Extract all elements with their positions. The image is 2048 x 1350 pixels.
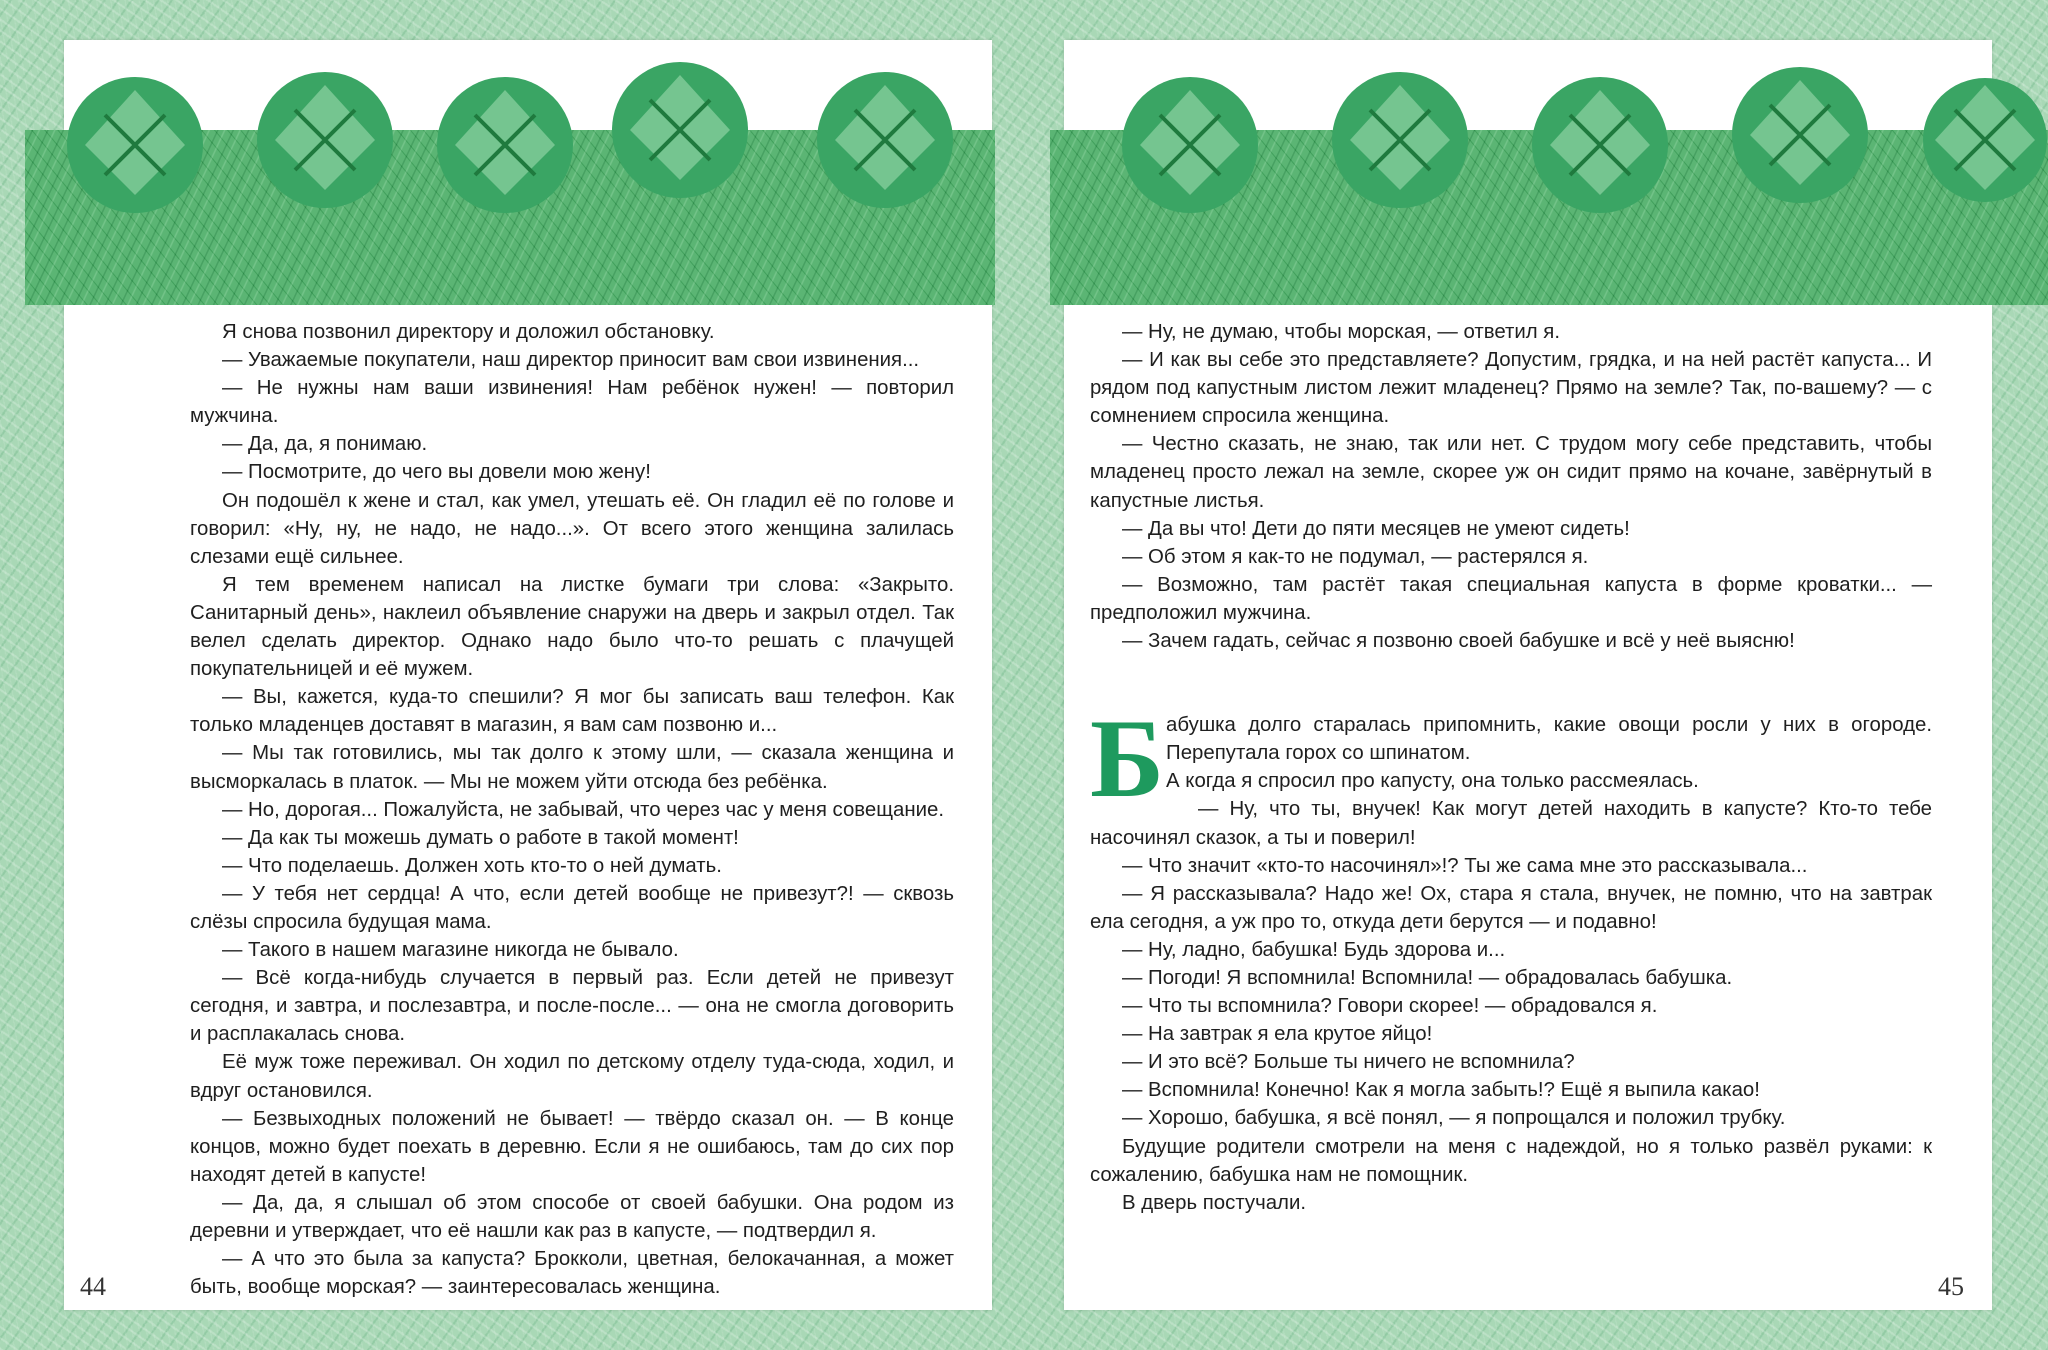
cabbage-icon <box>1122 77 1258 213</box>
cabbage-icon <box>67 77 203 213</box>
paragraph: — Вспомнила! Конечно! Как я могла забыть!? Ещё я выпила какао! <box>1122 1079 1760 1102</box>
paragraph: — Да, да, я понимаю. <box>222 433 428 456</box>
dropcap-paragraph-text: абушка долго старалась припомнить, какие овощи росли у них в огороде. Перепутала горох со шпинатом. <box>1166 714 1932 765</box>
paragraph: — Такого в нашем магазине никогда не бывало. <box>222 939 679 962</box>
cabbage-icon <box>257 72 393 208</box>
paragraph: — Но, дорогая... Пожалуйста, не забывай, что через час у меня совещание. <box>222 798 945 821</box>
paragraph: — Не нужны нам ваши извинения! Нам ребёнок нужен! — повторил мужчина. <box>190 377 954 428</box>
paragraph: — Да как ты можешь думать о работе в такой момент! <box>222 826 739 849</box>
cabbage-icon <box>437 77 573 213</box>
paragraph: — А что это была за капуста? Брокколи, цветная, белокачанная, а может быть, вообще морская? — заинтересовалась женщина. <box>190 1248 954 1299</box>
page-number-left: 44 <box>80 1272 106 1301</box>
paragraph: — Хорошо, бабушка, я всё понял, — я попрощался и положил трубку. <box>1122 1107 1786 1130</box>
paragraph: — Погоди! Я вспомнила! Вспомнила! — обрадовалась бабушка. <box>1122 966 1733 989</box>
paragraph: — Мы так готовились, мы так долго к этому шли, — сказала женщина и высморкалась в платок. — Мы не можем уйти отсюда без ребёнка. <box>190 742 954 793</box>
paragraph: — Об этом я как-то не подумал, — растерялся я. <box>1122 545 1589 568</box>
paragraph: А когда я спросил про капусту, она только рассмеялась. <box>1166 770 1699 793</box>
paragraph: — Вы, кажется, куда-то спешили? Я мог бы записать ваш телефон. Как только младенцев доставят в магазин, я вам сам позвоню и... <box>190 686 954 737</box>
paragraph: Он подошёл к жене и стал, как умел, утешать её. Он гладил её по голове и говорил: «Ну, ну, не надо, не надо...». От всего этого женщина залилась слезами ещё сильнее. <box>190 489 954 568</box>
cabbage-border-left <box>25 45 995 305</box>
right-text-column <box>1090 318 1932 1217</box>
cabbage-icon <box>817 72 953 208</box>
cabbage-icon <box>1732 67 1868 203</box>
paragraph: — Ну, ладно, бабушка! Будь здорова и... <box>1122 938 1506 961</box>
paragraph: — И это всё? Больше ты ничего не вспомнила? <box>1122 1051 1575 1074</box>
paragraph: — Зачем гадать, сейчас я позвоню своей бабушке и всё у неё выясню! <box>1122 630 1795 653</box>
paragraph: Её муж тоже переживал. Он ходил по детскому отделу туда-сюда, ходил, и вдруг остановился. <box>190 1051 954 1102</box>
section-gap <box>1090 655 1932 711</box>
paragraph: — Что поделаешь. Должен хоть кто-то о ней думать. <box>222 854 722 877</box>
paragraph: — Безвыходных положений не бывает! — твёрдо сказал он. — В конце концов, можно будет поехать в деревню. Если я не ошибаюсь, там до сих пор находят детей в капусте! <box>190 1107 954 1186</box>
paragraph: — Честно сказать, не знаю, так или нет. С трудом могу себе представить, чтобы младенец просто лежал на земле, скорее уж он сидит прямо на кочане, завёрнутый в капустные листья. <box>1090 433 1932 512</box>
cabbage-icon <box>1332 72 1468 208</box>
cabbage-icon <box>1923 78 2047 202</box>
paragraph: — Что ты вспомнила? Говори скорее! — обрадовался я. <box>1122 995 1658 1018</box>
paragraph: Я снова позвонил директору и доложил обстановку. <box>222 321 715 343</box>
dropcap-letter: Б <box>1090 697 1165 822</box>
paragraph: — У тебя нет сердца! А что, если детей вообще не привезут?! — сквозь слёзы спросила будущая мама. <box>190 882 954 933</box>
page-number-right: 45 <box>1938 1272 1964 1301</box>
paragraph: — Ну, не думаю, чтобы морская, — ответил я. <box>1122 321 1560 343</box>
cabbage-border-right <box>1050 45 2048 305</box>
paragraph: — На завтрак я ела крутое яйцо! <box>1122 1023 1433 1046</box>
paragraph: — Уважаемые покупатели, наш директор приносит вам свои извинения... <box>222 349 920 372</box>
paragraph: — Да вы что! Дети до пяти месяцев не умеют сидеть! <box>1122 517 1630 540</box>
cabbage-icon <box>1532 77 1668 213</box>
paragraph: — Всё когда-нибудь случается в первый раз. Если детей не привезут сегодня, и завтра, и послезавтра, и после-после... — она не смогла договорить и расплакалась снова. <box>190 967 954 1046</box>
left-text-column <box>190 318 954 1301</box>
paragraph: В дверь постучали. <box>1122 1191 1306 1214</box>
paragraph: — Да, да, я слышал об этом способе от своей бабушки. Она родом из деревни и утверждает, что её нашли как раз в капусте, — подтвердил я. <box>190 1191 954 1242</box>
paragraph: — Я рассказывала? Надо же! Ох, стара я стала, внучек, не помню, что на завтрак ела сегодня, а уж про то, откуда дети берутся — и подавно! <box>1090 882 1932 933</box>
paragraph: — Посмотрите, до чего вы довели мою жену! <box>222 461 651 484</box>
cabbage-icon <box>612 62 748 198</box>
paragraph: Будущие родители смотрели на меня с надеждой, но я только развёл руками: к сожалению, бабушка нам не помощник. <box>1090 1135 1932 1186</box>
paragraph: — Возможно, там растёт такая специальная капуста в форме кроватки... — предположил мужчина. <box>1090 573 1932 624</box>
paragraph: — И как вы себе это представляете? Допустим, грядка, и на ней растёт капуста... И рядом под капустным листом лежит младенец? Прямо на земле? Так, по-вашему? — с сомнением спросила женщина. <box>1090 349 1932 428</box>
paragraph: — Ну, что ты, внучек! Как могут детей находить в капусте? Кто-то тебе насочинял сказок, а ты и поверил! <box>1090 798 1932 849</box>
paragraph: Я тем временем написал на листке бумаги три слова: «Закрыто. Санитарный день», наклеил объявление снаружи на дверь и закрыл отдел. Так велел сделать директор. Однако надо было что-то решать с плачущей покупательницей и её мужем. <box>190 573 954 681</box>
paragraph: — Что значит «кто-то насочинял»!? Ты же сама мне это рассказывала... <box>1122 854 1808 877</box>
